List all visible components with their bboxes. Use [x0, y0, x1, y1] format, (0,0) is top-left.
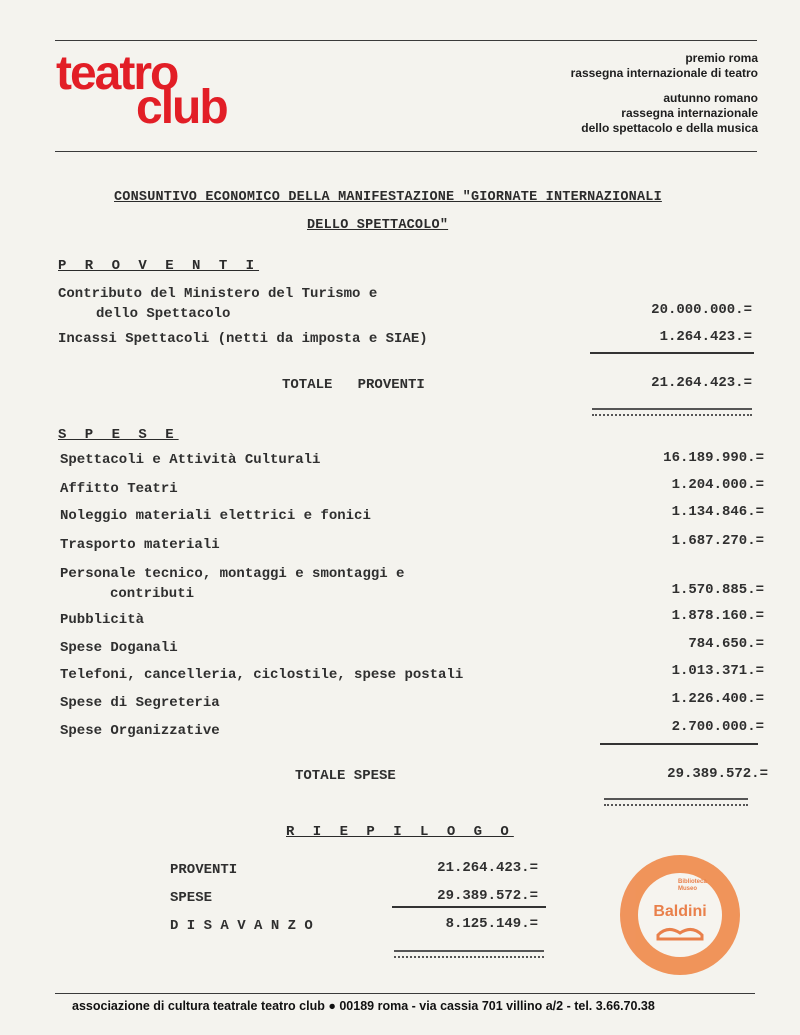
- spese-item-amount: 784.650.=: [688, 636, 764, 652]
- proventi-item-label: Contributo del Ministero del Turismo e: [58, 286, 378, 302]
- spese-item-label: Pubblicità: [60, 612, 145, 628]
- document-title-line-1: CONSUNTIVO ECONOMICO DELLA MANIFESTAZIONE "GIORNATE INTERNAZIONALI: [114, 190, 662, 205]
- library-stamp: [620, 855, 740, 975]
- riepilogo-sum-line: [392, 906, 546, 908]
- letterhead-line: dello spettacolo e della musica: [581, 121, 758, 135]
- proventi-total-amount: 21.264.423.=: [651, 375, 752, 391]
- letterhead-line: premio roma: [685, 51, 758, 65]
- spese-item-label: Personale tecnico, montaggi e smontaggi e: [60, 566, 405, 582]
- riepilogo-label: D I S A V A N Z O: [170, 918, 313, 934]
- spese-item-label: Telefoni, cancelleria, ciclostile, spese postali: [60, 667, 464, 683]
- document-title-line-2: DELLO SPETTACOLO": [307, 218, 449, 233]
- top-rule: [55, 40, 757, 41]
- logo-word-club: club: [136, 81, 227, 134]
- spese-heading: S P E S E: [58, 427, 179, 443]
- proventi-item-amount: 1.264.423.=: [659, 329, 752, 345]
- letterhead-line: rassegna internazionale: [621, 106, 758, 120]
- footer-address: associazione di cultura teatrale teatro club ● 00189 roma - via cassia 701 villino a/2 - tel. 3.66.70.38: [72, 999, 655, 1013]
- spese-item-label: Trasporto materiali: [60, 537, 220, 553]
- spese-item-amount: 1.204.000.=: [671, 477, 764, 493]
- proventi-item-amount: 20.000.000.=: [651, 302, 752, 318]
- letterhead-right-block-2: [581, 91, 758, 136]
- spese-item-amount: 2.700.000.=: [671, 719, 764, 735]
- spese-item-label-cont: contributi: [110, 586, 195, 602]
- spese-item-label: Spese Doganali: [60, 640, 178, 656]
- proventi-total-label: TOTALE PROVENTI: [282, 377, 425, 393]
- stamp-name: Baldini: [653, 903, 707, 920]
- proventi-item-label-cont: dello Spettacolo: [96, 306, 231, 322]
- letterhead-right-block-1: [571, 51, 758, 81]
- proventi-heading: P R O V E N T I: [58, 258, 260, 274]
- spese-item-amount: 1.134.846.=: [671, 504, 764, 520]
- spese-total-amount: 29.389.572.=: [667, 766, 768, 782]
- header-rule: [55, 151, 757, 152]
- letterhead-line: autunno romano: [663, 91, 758, 105]
- footer-rule: [55, 993, 755, 994]
- riepilogo-amount: 8.125.149.=: [445, 916, 538, 932]
- spese-item-amount: 1.013.371.=: [671, 663, 764, 679]
- spese-item-amount: 1.878.160.=: [671, 608, 764, 624]
- teatro-club-logo: [56, 47, 246, 134]
- logo-word-teatro: teatro: [56, 47, 178, 100]
- stamp-inner-circle: [638, 873, 722, 957]
- stamp-small-text: Biblioteca Museo: [678, 879, 707, 892]
- riepilogo-amount: 29.389.572.=: [437, 888, 538, 904]
- spese-item-amount: 16.189.990.=: [663, 450, 764, 466]
- riepilogo-amount: 21.264.423.=: [437, 860, 538, 876]
- spese-total-label: TOTALE SPESE: [295, 768, 396, 784]
- proventi-sum-line: [590, 352, 754, 354]
- spese-item-amount: 1.570.885.=: [671, 582, 764, 598]
- spese-item-amount: 1.226.400.=: [671, 691, 764, 707]
- riepilogo-heading: R I E P I L O G O: [286, 824, 514, 840]
- open-book-icon: [638, 873, 722, 957]
- spese-item-amount: 1.687.270.=: [671, 533, 764, 549]
- riepilogo-label: SPESE: [170, 890, 213, 906]
- riepilogo-double-rule: [394, 950, 544, 958]
- spese-item-label: Spese Organizzative: [60, 723, 220, 739]
- spese-double-rule: [604, 798, 748, 806]
- spese-item-label: Affitto Teatri: [60, 481, 178, 497]
- spese-item-label: Spese di Segreteria: [60, 695, 220, 711]
- spese-item-label: Noleggio materiali elettrici e fonici: [60, 508, 371, 524]
- riepilogo-label: PROVENTI: [170, 862, 238, 878]
- spese-sum-line: [600, 743, 758, 745]
- letterhead-line: rassegna internazionale di teatro: [570, 66, 758, 80]
- spese-item-label: Spettacoli e Attività Culturali: [60, 452, 321, 468]
- proventi-double-rule: [592, 408, 752, 416]
- proventi-item-label: Incassi Spettacoli (netti da imposta e SIAE): [58, 331, 428, 347]
